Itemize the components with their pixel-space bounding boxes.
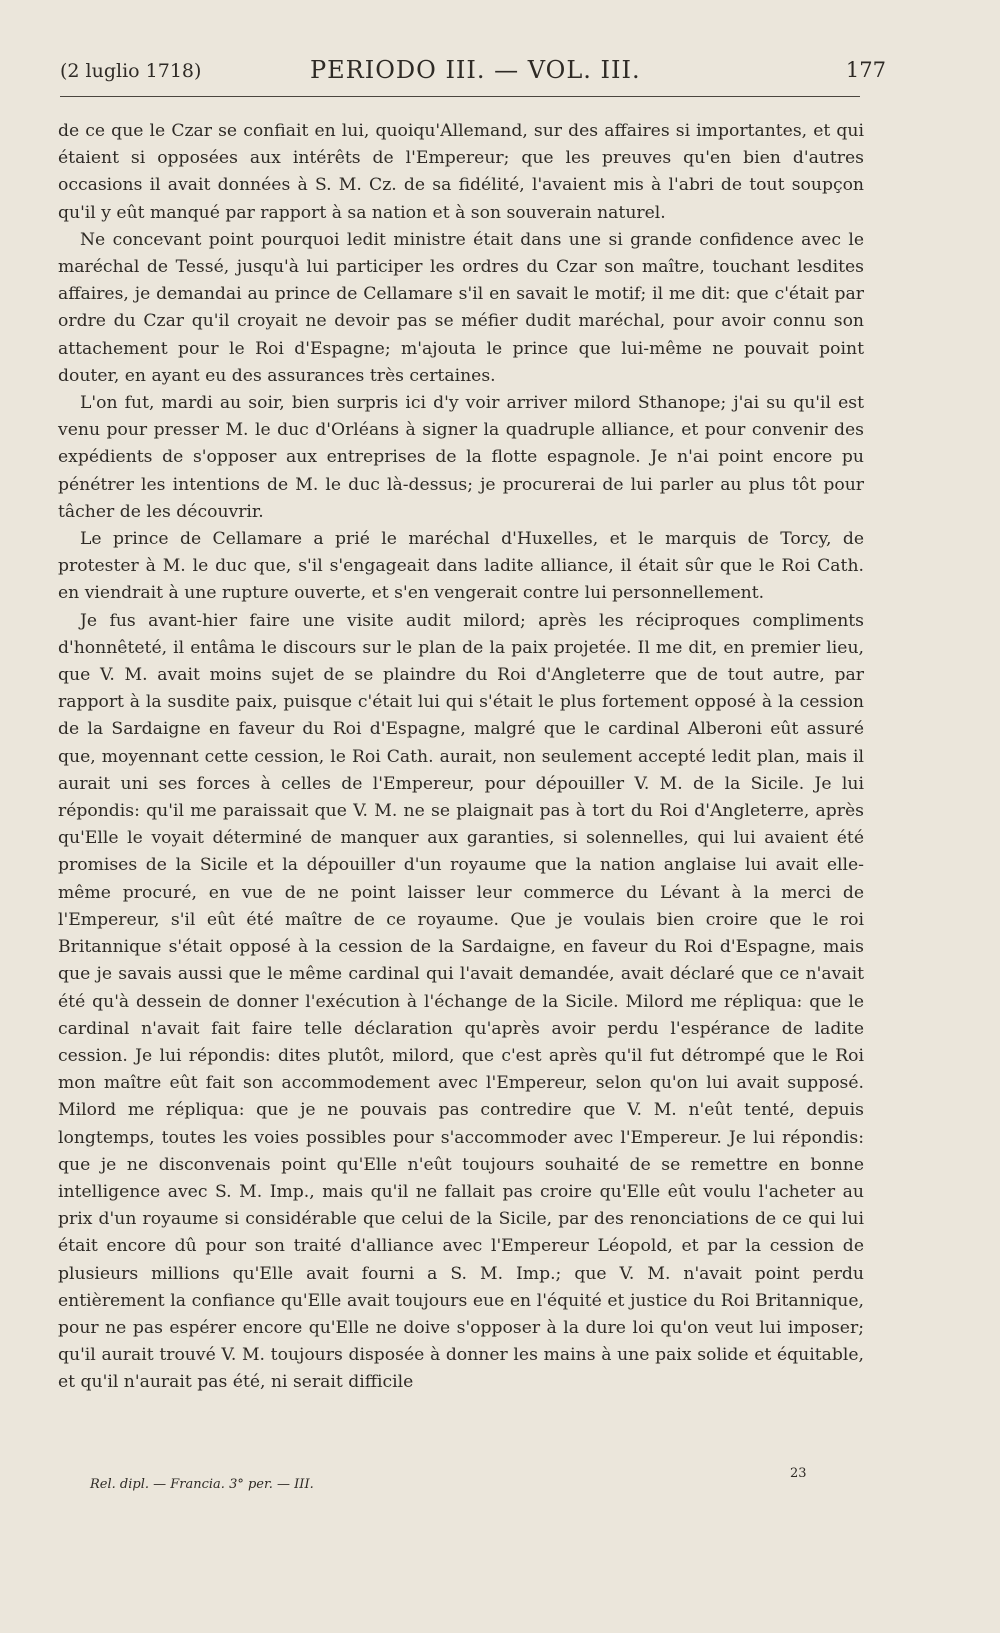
header-rule <box>60 96 860 97</box>
paragraph: de ce que le Czar se confiait en lui, quoiqu'Allemand, sur des affaires si importantes, et qui étaient si opposées aux intérêts de l'Empereur; que les preuves qu'en bien d'autres occasions il avait données à S. M. Cz. de sa fidélité, l'avaient mis à l'abri de tout soupçon qu'il y eût manqué par rapport à sa nation et à son souverain naturel. <box>58 121 864 223</box>
signature-mark: Rel. dipl. — Francia. 3° per. — III. <box>90 1477 314 1492</box>
page-number: 177 <box>845 58 886 82</box>
paragraph: Je fus avant-hier faire une visite audit milord; après les réciproques compliments d'honnêteté, il entâma le discours sur le plan de la paix projetée. Il me dit, en premier lieu, que V. M. avait moins sujet de se plaindre du Roi d'Angleterre que de tout autre, par rapport à la susdite paix, puisque c'était lui qui s'était le plus fortement opposé à la cession de la Sardaigne en faveur du Roi d'Espagne, malgré que le cardinal Alberoni eût assuré que, moyennant cette cession, le Roi Cath. aurait, non seulement accepté ledit plan, mais il aurait uni ses forces à celles de l'Empereur, pour dépouiller V. M. de la Sicile. Je lui répondis: qu'il me paraissait que V. M. ne se plaignait pas à tort du Roi d'Angleterre, après qu'Elle le voyait déterminé de manquer aux garanties, si solennelles, qui lui avaient été promises de la Sicile et la dépouiller d'un royaume que la nation anglaise lui avait elle-même procuré, en vue de ne point laisser leur commerce du Lévant à la merci de l'Empereur, s'il eût été maître de ce royaume. Que je voulais bien croire que le roi Britannique s'était opposé à la cession de la Sardaigne, en faveur du Roi d'Espagne, mais que je savais aussi que le même cardinal qui l'avait demandée, avait déclaré que ce n'avait été qu'à dessein de donner l'exécution à l'échange de la Sicile. Milord me répliqua: que le cardinal n'avait fait faire telle déclaration qu'après avoir perdu l'espérance de ladite cession. Je lui répondis: dites plutôt, milord, que c'est après qu'il fut détrompé que le Roi mon maître eût fait son accommodement avec l'Empereur, selon qu'on lui avait supposé. Milord me répliqua: que je ne pouvais pas contredire que V. M. n'eût tenté, depuis longtemps, toutes les voies possibles pour s'accommoder avec l'Empereur. Je lui répondis: que je ne disconvenais point qu'Elle n'eût toujours souhaité de se remettre en bonne intelligence avec S. M. Imp., mais qu'il ne fallait pas croire qu'Elle eût voulu l'acheter au prix d'un royaume si considérable que celui de la Sicile, par des renonciations de ce qui lui était encore dû pour son traité d'alliance avec l'Empereur Léopold, et par la cession de plusieurs millions qu'Elle avait fourni a S. M. Imp.; que V. M. n'avait point perdu entièrement la confiance qu'Elle avait toujours eue en l'équité et justice du Roi Britannique, pour ne pas espérer encore qu'Elle ne doive s'opposer à la dure loi qu'on veut lui imposer; qu'il aurait trouvé V. M. toujours disposée à donner les mains à une paix solide et équitable, et qu'il n'aurait pas été, ni serait difficile <box>58 610 864 1393</box>
paragraph: L'on fut, mardi au soir, bien surpris ici d'y voir arriver milord Sthanope; j'ai su qu'il est venu pour presser M. le duc d'Orléans à signer la quadruple alliance, et pour convenir des expédients de s'opposer aux entreprises de la flotte espagnole. Je n'ai point encore pu pénétrer les intentions de M. le duc là-dessus; je procurerai de lui parler au plus tôt pour tâcher de les découvrir. <box>58 393 864 522</box>
paragraph: Le prince de Cellamare a prié le maréchal d'Huxelles, et le marquis de Torcy, de protester à M. le duc que, s'il s'engageait dans ladite alliance, il était sûr que le Roi Cath. en viendrait à une rupture ouverte, et s'en vengerait contre lui personnellement. <box>58 529 864 604</box>
running-header <box>60 56 886 86</box>
header-date: (2 luglio 1718) <box>60 60 202 82</box>
paragraph: Ne concevant point pourquoi ledit ministre était dans une si grande confidence avec le maréchal de Tessé, jusqu'à lui participer les ordres du Czar son maître, touchant lesdites affaires, je demandai au prince de Cellamare s'il en savait le motif; il me dit: que c'était par ordre du Czar qu'il croyait ne devoir pas se méfier dudit maréchal, pour avoir connu son attachement pour le Roi d'Espagne; m'ajouta le prince que lui-même ne pouvait point douter, en ayant eu des assurances très certaines. <box>58 229 864 386</box>
body-text <box>58 118 864 1397</box>
sheet-number: 23 <box>790 1466 807 1481</box>
header-title: PERIODO III. — VOL. III. <box>310 56 641 84</box>
